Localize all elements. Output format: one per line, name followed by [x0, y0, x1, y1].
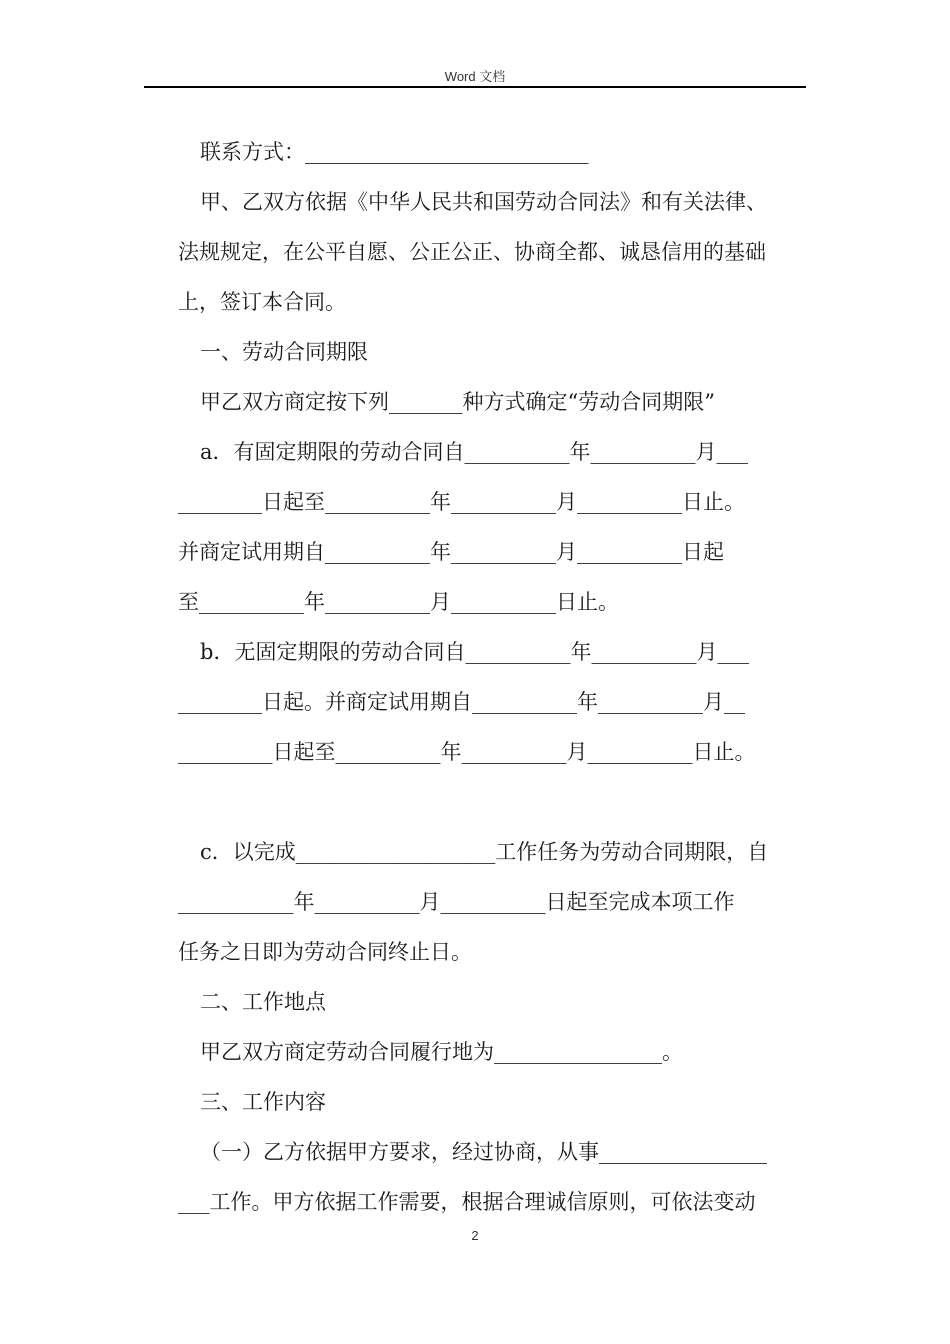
section-heading: 三、工作内容: [200, 1090, 326, 1114]
paragraph-line: 甲乙双方商定按下列_______种方式确定“劳动合同期限”: [200, 390, 715, 414]
section-heading: 二、工作地点: [200, 990, 326, 1014]
clause-a-line: 并商定试用期自__________年__________月__________日起: [178, 540, 724, 564]
section-heading: 一、劳动合同期限: [200, 340, 368, 364]
document-body: [178, 127, 818, 1227]
clause-b-line: ________日起。并商定试用期自__________年__________月__: [178, 690, 745, 714]
clause-c-line: ___________年__________月__________日起至完成本项工作: [178, 890, 735, 914]
contact-line: 联系方式：___________________________: [200, 140, 589, 164]
clause-a-line: a．有固定期限的劳动合同自__________年__________月___: [200, 440, 749, 464]
blank-line: [178, 777, 818, 827]
page-header: Word 文档: [444, 69, 506, 84]
paragraph-line: 上，签订本合同。: [178, 290, 346, 314]
clause-c-line: c．以完成___________________工作任务为劳动合同期限，自: [200, 840, 769, 864]
paragraph-line: ___工作。甲方依据工作需要，根据合理诚信原则，可依法变动: [178, 1190, 756, 1214]
paragraph-line: （一）乙方依据甲方要求，经过协商，从事________________: [200, 1140, 767, 1164]
paragraph-line: 法规规定，在公平自愿、公正公正、协商全都、诚恳信用的基础: [178, 240, 766, 264]
clause-a-line: ________日起至__________年__________月__________日止。: [178, 490, 745, 514]
header-rule: [144, 86, 806, 88]
paragraph-line: 甲、乙双方依据《中华人民共和国劳动合同法》和有关法律、: [200, 190, 767, 214]
clause-c-line: 任务之日即为劳动合同终止日。: [178, 940, 472, 964]
paragraph-line: 甲乙双方商定劳动合同履行地为________________。: [200, 1040, 683, 1064]
clause-b-line: _________日起至__________年__________月__________日止。: [178, 740, 756, 764]
clause-b-line: b．无固定期限的劳动合同自__________年__________月___: [200, 640, 749, 664]
page-number: 2: [471, 1228, 479, 1243]
clause-a-line: 至__________年__________月__________日止。: [178, 590, 619, 614]
